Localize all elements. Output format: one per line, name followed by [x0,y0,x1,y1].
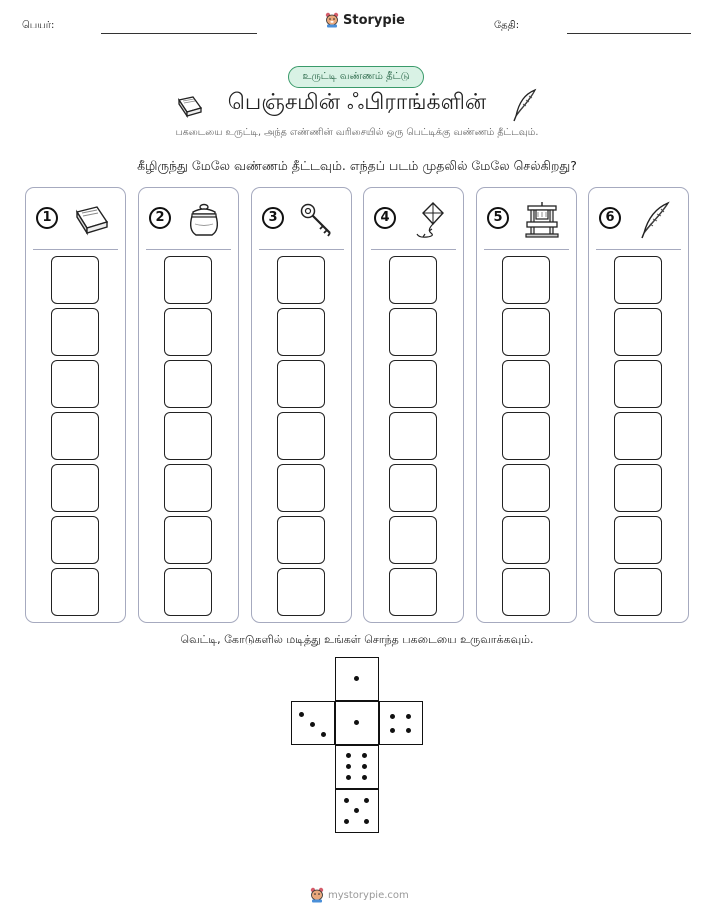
color-box[interactable] [502,412,550,460]
color-box[interactable] [164,464,212,512]
color-box[interactable] [502,516,550,564]
column-divider [484,249,569,250]
pot-icon [184,200,224,240]
instruction-text: கீழிருந்து மேலே வண்ணம் தீட்டவும். எந்தப் படம் முதலில் மேலே செல்கிறது? [137,158,577,173]
color-box[interactable] [51,568,99,616]
color-box[interactable] [614,308,662,356]
book-icon [71,200,111,240]
dice-face-6 [335,745,379,789]
dice-column-2 [138,187,239,623]
name-label: பெயர்: [22,20,55,31]
dice-pip [354,808,359,813]
color-box[interactable] [277,256,325,304]
color-box[interactable] [389,464,437,512]
quill-icon [511,88,539,122]
dice-pip [364,798,369,803]
storypie-bear-icon [325,12,339,28]
dice-pip [299,712,304,717]
dice-pip [344,798,349,803]
color-box[interactable] [502,360,550,408]
page-subtitle: பகடையை உருட்டி, அந்த எண்ணின் வரிசையில் ஒரு பெட்டிக்கு வண்ணம் தீட்டவும். [175,127,539,138]
color-box[interactable] [614,256,662,304]
color-box[interactable] [51,516,99,564]
color-box[interactable] [51,256,99,304]
column-number: 5 [487,207,509,229]
dice-pip [346,764,351,769]
dice-column-3 [251,187,352,623]
brand-logo [325,12,405,28]
dice-face-3 [291,701,335,745]
dice-pip [344,819,349,824]
printing-press-icon [522,200,562,240]
dice-pip [310,722,315,727]
color-box[interactable] [614,412,662,460]
color-box[interactable] [502,568,550,616]
color-box[interactable] [389,308,437,356]
dice-face-1 [335,657,379,701]
column-number: 6 [599,207,621,229]
color-box[interactable] [614,568,662,616]
color-box[interactable] [51,412,99,460]
storypie-bear-icon [310,887,324,903]
column-number: 3 [262,207,284,229]
dice-pip [364,819,369,824]
dice-pip [362,753,367,758]
dice-pip [362,764,367,769]
color-box[interactable] [51,308,99,356]
dice-pip [321,732,326,737]
date-line[interactable] [567,33,691,34]
column-divider [371,249,456,250]
page-title: பெஞ்சமின் ஃபிராங்க்ளின் [227,90,487,115]
color-box[interactable] [164,516,212,564]
dice-pip [390,714,395,719]
column-divider [259,249,344,250]
dice-face-5 [335,789,379,833]
column-divider [146,249,231,250]
color-box[interactable] [164,308,212,356]
dice-pip [346,775,351,780]
color-box[interactable] [614,516,662,564]
dice-column-4 [363,187,464,623]
activity-tag: உருட்டி வண்ணம் தீட்டு [288,66,424,88]
dice-column-1 [25,187,126,623]
color-box[interactable] [502,308,550,356]
color-box[interactable] [389,516,437,564]
dice-column-5 [476,187,577,623]
name-line[interactable] [101,33,257,34]
color-box[interactable] [389,568,437,616]
color-box[interactable] [164,568,212,616]
dice-pip [406,728,411,733]
color-box[interactable] [164,360,212,408]
dice-pip [390,728,395,733]
color-box[interactable] [389,256,437,304]
color-box[interactable] [277,360,325,408]
column-number: 4 [374,207,396,229]
cut-instruction: வெட்டி, கோடுகளில் மடித்து உங்கள் சொந்த பகடையை உருவாக்கவும். [180,633,534,646]
color-box[interactable] [277,412,325,460]
dice-pip [346,753,351,758]
column-number: 1 [36,207,58,229]
column-number: 2 [149,207,171,229]
kite-icon [409,200,449,240]
color-box[interactable] [389,412,437,460]
dice-pip [362,775,367,780]
dice-pip [406,714,411,719]
quill-icon [634,200,674,240]
dice-face-4 [379,701,423,745]
color-box[interactable] [164,412,212,460]
dice-face-1 [335,701,379,745]
column-divider [596,249,681,250]
color-box[interactable] [614,464,662,512]
color-box[interactable] [51,360,99,408]
color-box[interactable] [389,360,437,408]
brand-name: Storypie [343,12,405,28]
footer [310,887,409,903]
color-box[interactable] [51,464,99,512]
color-box[interactable] [277,464,325,512]
color-box[interactable] [614,360,662,408]
dice-pip [354,676,359,681]
color-box[interactable] [277,516,325,564]
key-icon [297,200,337,240]
color-box[interactable] [277,568,325,616]
dice-pip [354,720,359,725]
color-box[interactable] [502,256,550,304]
date-label: தேதி: [494,20,520,31]
color-box[interactable] [164,256,212,304]
color-box[interactable] [277,308,325,356]
color-box[interactable] [502,464,550,512]
dice-column-6 [588,187,689,623]
column-divider [33,249,118,250]
footer-url[interactable]: mystorypie.com [328,889,409,901]
